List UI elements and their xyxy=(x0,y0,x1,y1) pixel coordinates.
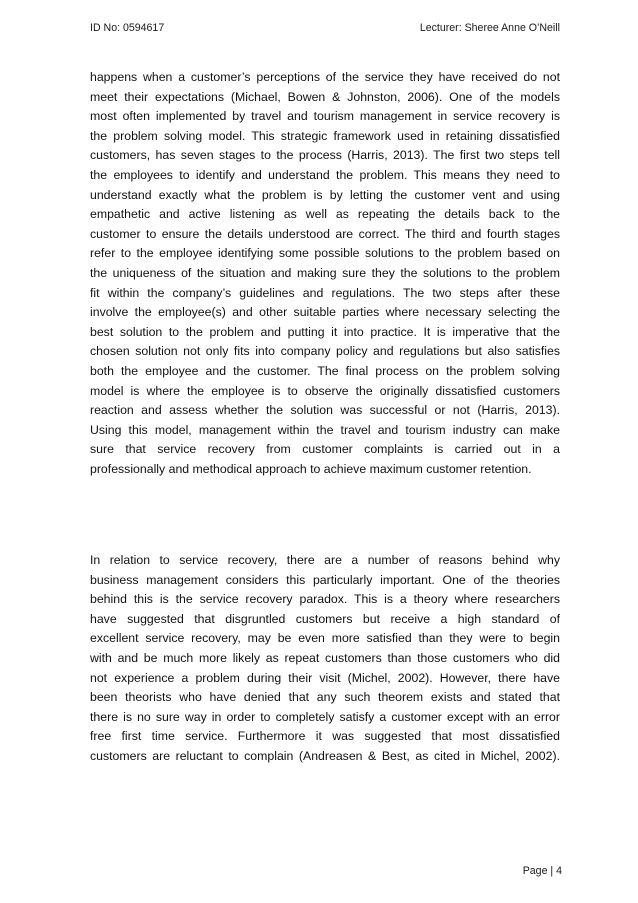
text-line: chosen solution not only fits into company policy and regulations but also satisfies xyxy=(90,344,560,359)
text-line: business management considers this particularly important. One of the theories xyxy=(90,572,560,587)
text-line: refer to the employee identifying some possible solutions to the problem based on xyxy=(90,246,560,261)
text-line: Using this model, management within the travel and tourism industry can make xyxy=(90,422,560,437)
student-id: ID No: 0594617 xyxy=(90,22,165,34)
text-line: professionally and methodical approach to achieve maximum customer retention. xyxy=(90,461,532,476)
text-line: both the employee and the customer. The final process on the problem solving xyxy=(90,363,560,378)
text-line: the employees to identify and understand the problem. This means they need to xyxy=(90,167,560,182)
text-line: there is no sure way in order to completely satisfy a customer except with an error xyxy=(90,709,560,724)
text-line: customers are reluctant to complain (Andreasen & Best, as cited in Michel, 2002). xyxy=(90,748,560,763)
lecturer-name: Lecturer: Sheree Anne O’Neill xyxy=(419,22,560,34)
text-line: empathetic and active listening as well as repeating the details back to the xyxy=(90,207,560,222)
page-header xyxy=(90,22,560,38)
text-line: meet their expectations (Michael, Bowen & Johnston, 2006). One of the models xyxy=(90,89,560,104)
text-line: the problem solving model. This strategic framework used in retaining dissatisfied xyxy=(90,128,560,143)
text-line: not experience a problem during their visit (Michel, 2002). However, there have xyxy=(90,670,560,685)
text-line: behind this is the service recovery paradox. This is a theory where researchers xyxy=(90,592,560,607)
text-line: reaction and assess whether the solution was successful or not (Harris, 2013). xyxy=(90,403,560,418)
text-line: best solution to the problem and putting it into practice. It is imperative that the xyxy=(90,324,560,339)
text-line: understand exactly what the problem is by letting the customer vent and using xyxy=(90,187,560,202)
text-line: sure that service recovery from customer complaints is carried out in a xyxy=(90,442,560,457)
text-line: have suggested that disgruntled customers but receive a high standard of xyxy=(90,611,560,626)
text-line: excellent service recovery, may be even more satisfied than they were to begin xyxy=(90,631,560,646)
text-line: been theorists who have denied that any such theorem exists and stated that xyxy=(90,690,560,705)
text-line: customers, has seven stages to the process (Harris, 2013). The first two steps tell xyxy=(90,148,560,163)
text-line: In relation to service recovery, there are a number of reasons behind why xyxy=(90,553,560,567)
text-line: model is where the employee is to observe the originally dissatisfied customers xyxy=(90,383,560,398)
text-line: customer to ensure the details understood are correct. The third and fourth stages xyxy=(90,226,560,241)
text-line: with and be much more likely as repeat customers than those customers who did xyxy=(90,650,560,665)
text-line: involve the employee(s) and other suitable parties where necessary selecting the xyxy=(90,305,560,320)
text-line: free first time service. Furthermore it was suggested that most dissatisfied xyxy=(90,729,560,744)
page-number: Page | 4 xyxy=(522,865,562,877)
text-line: most often implemented by travel and tourism management in service recovery is xyxy=(90,109,560,124)
text-line: the uniqueness of the situation and making sure they the solutions to the problem xyxy=(90,265,560,280)
text-line: happens when a customer’s perceptions of the service they have received do not xyxy=(90,70,560,84)
text-line: fit within the company’s guidelines and regulations. The two steps after these xyxy=(90,285,560,300)
paragraph-service-recovery-model xyxy=(90,68,560,479)
paragraph-service-recovery-paradox xyxy=(90,551,560,767)
